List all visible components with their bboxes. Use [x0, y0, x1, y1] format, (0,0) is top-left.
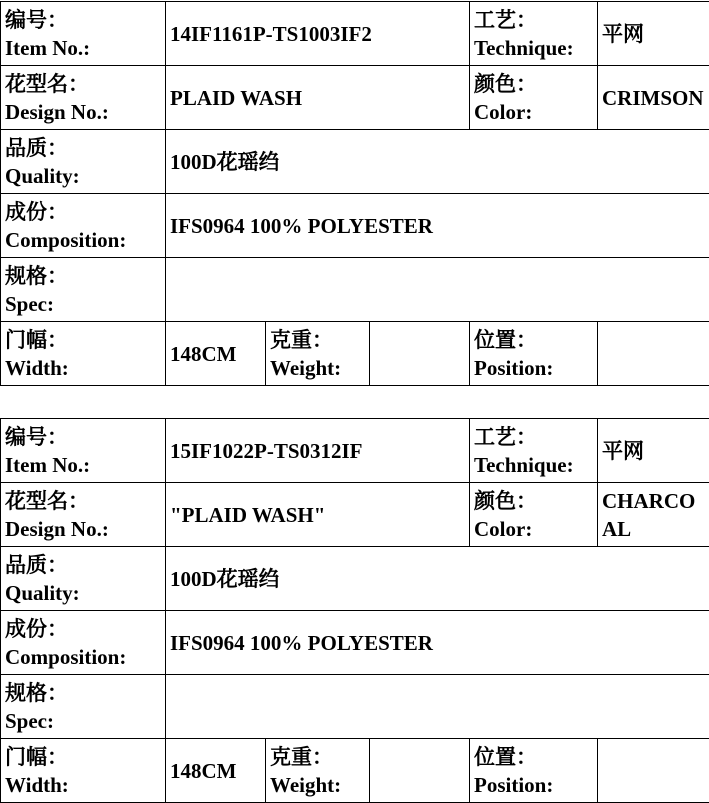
quality-value: 100D花瑶绉: [166, 547, 709, 611]
item-no-value: 14IF1161P-TS1003IF2: [166, 2, 470, 66]
width-value: 148CM: [166, 322, 266, 386]
color-value: CRIMSON: [598, 66, 709, 130]
spec-card-2: [0, 418, 709, 803]
item-no-value: 15IF1022P-TS0312IF: [166, 419, 470, 483]
technique-value: 平网: [598, 419, 709, 483]
width-label: 门幅： Width:: [1, 739, 166, 803]
color-label: 颜色： Color:: [470, 483, 598, 547]
position-value: [598, 739, 709, 803]
technique-value: 平网: [598, 2, 709, 66]
spec-card-1: [0, 1, 709, 386]
spec-label: 规格： Spec:: [1, 258, 166, 322]
item-no-label: 编号： Item No.:: [1, 2, 166, 66]
width-value: 148CM: [166, 739, 266, 803]
position-value: [598, 322, 709, 386]
position-label: 位置： Position:: [470, 739, 598, 803]
composition-label: 成份： Composition:: [1, 194, 166, 258]
composition-value: IFS0964 100% POLYESTER: [166, 611, 709, 675]
spec-value: [166, 258, 709, 322]
quality-value: 100D花瑶绉: [166, 130, 709, 194]
quality-label: 品质： Quality:: [1, 130, 166, 194]
composition-value: IFS0964 100% POLYESTER: [166, 194, 709, 258]
technique-label: 工艺： Technique:: [470, 419, 598, 483]
position-label: 位置： Position:: [470, 322, 598, 386]
weight-label: 克重： Weight:: [266, 739, 370, 803]
quality-label: 品质： Quality:: [1, 547, 166, 611]
width-label: 门幅： Width:: [1, 322, 166, 386]
spec-value: [166, 675, 709, 739]
composition-label: 成份： Composition:: [1, 611, 166, 675]
weight-label: 克重： Weight:: [266, 322, 370, 386]
design-no-label: 花型名： Design No.:: [1, 66, 166, 130]
spec-label: 规格： Spec:: [1, 675, 166, 739]
technique-label: 工艺： Technique:: [470, 2, 598, 66]
weight-value: [370, 322, 470, 386]
color-value: CHARCOAL: [598, 483, 709, 547]
design-no-value: "PLAID WASH": [166, 483, 470, 547]
item-no-label: 编号： Item No.:: [1, 419, 166, 483]
color-label: 颜色： Color:: [470, 66, 598, 130]
design-no-value: PLAID WASH: [166, 66, 470, 130]
weight-value: [370, 739, 470, 803]
design-no-label: 花型名： Design No.:: [1, 483, 166, 547]
